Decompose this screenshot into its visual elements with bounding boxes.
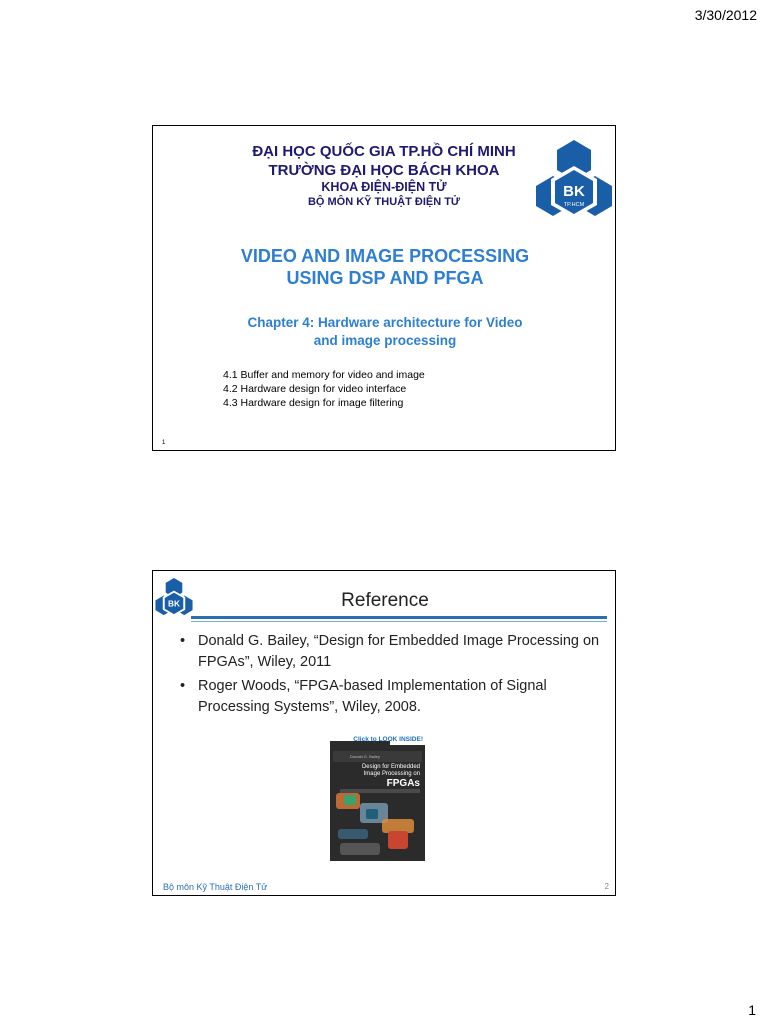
reference-list xyxy=(177,631,607,721)
chapter-title-line-2: and image processing xyxy=(313,333,457,348)
page-date: 3/30/2012 xyxy=(694,7,757,23)
department-name: BỘ MÔN KỸ THUẬT ĐIỆN TỬ xyxy=(307,196,461,208)
book-title-line-1: Design for Embedded xyxy=(361,764,420,770)
course-title-line-1: VIDEO AND IMAGE PROCESSING xyxy=(240,246,530,266)
title-divider xyxy=(191,616,607,619)
slide-2 xyxy=(152,570,616,896)
book-cover-image xyxy=(330,731,425,861)
slide-title: Reference xyxy=(341,590,429,611)
page-number: 1 xyxy=(748,1002,756,1018)
section-item: 4.3 Hardware design for image filtering xyxy=(223,397,404,409)
reference-item: • Donald G. Bailey, “Design for Embedded Image Processing on FPGAs”, Wiley, 2011 xyxy=(177,631,607,673)
reference-item: • Roger Woods, “FPGA-based Implementation of Signal Processing Systems”, Wiley, 2008. xyxy=(177,676,607,718)
course-title-line-2: USING DSP AND PFGA xyxy=(286,268,484,288)
chapter-title-line-1: Chapter 4: Hardware architecture for Video xyxy=(247,315,523,330)
footer-department: Bộ môn Kỹ Thuật Điện Tử xyxy=(163,882,268,892)
book-banner: Click to LOOK INSIDE! xyxy=(353,736,423,743)
slide-number: 2 xyxy=(604,882,609,891)
faculty-name: KHOA ĐIỆN-ĐIỆN TỬ xyxy=(321,180,447,194)
university-name: ĐẠI HỌC QUỐC GIA TP.HỒ CHÍ MINH xyxy=(252,143,516,160)
school-name: TRƯỜNG ĐẠI HỌC BÁCH KHOA xyxy=(268,162,500,179)
slide-number: 1 xyxy=(162,440,166,446)
bk-logo-letters: BK xyxy=(168,598,180,609)
section-list xyxy=(223,368,425,410)
section-item: 4.2 Hardware design for video interface xyxy=(223,383,407,395)
book-title-line-2: Image Processing on xyxy=(363,771,420,777)
bk-logo-letters: BK xyxy=(563,183,585,200)
bk-logo-icon xyxy=(531,136,617,222)
book-title-line-3: FPGAs xyxy=(386,778,420,789)
section-item: 4.1 Buffer and memory for video and image xyxy=(223,369,425,381)
bk-logo-caption: TP.HCM xyxy=(563,202,585,208)
title-divider-thin xyxy=(191,621,607,622)
slide-1 xyxy=(152,125,616,451)
book-author: Donald G. Bailey xyxy=(350,754,381,759)
